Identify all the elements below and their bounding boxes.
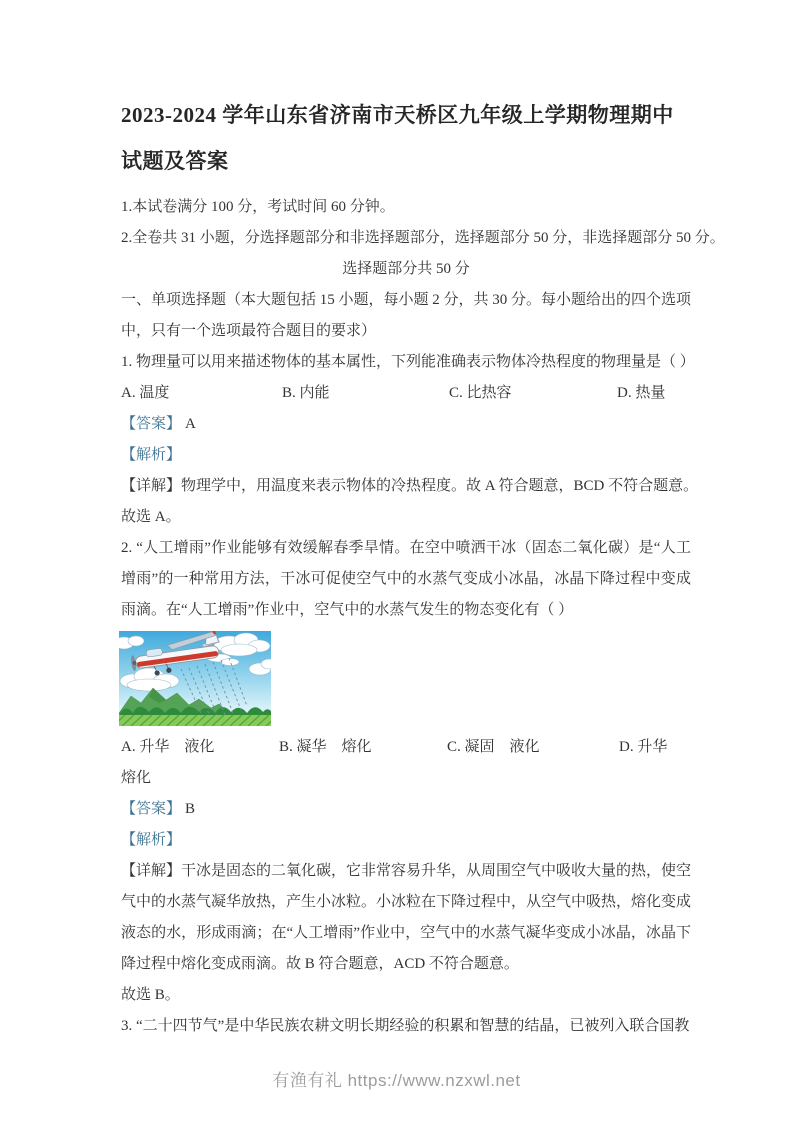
- page-title-line2: 试题及答案: [121, 149, 229, 173]
- q2-option-a: A. 升华 液化: [121, 739, 215, 755]
- analysis-label: 【解析】: [121, 832, 182, 848]
- cloud-seeding-svg: [119, 631, 271, 726]
- analysis-label: 【解析】: [121, 447, 182, 463]
- q1-answer-line: [121, 409, 691, 440]
- answer-label: 【答案】: [121, 416, 182, 432]
- exam-notice-2: 2.全卷共 31 小题，分选择题部分和非选择题部分，选择题部分 50 分，非选择题部分 50 分。: [121, 230, 725, 246]
- exam-notice-1: 1.本试卷满分 100 分，考试时间 60 分钟。: [121, 199, 395, 215]
- q2-conclusion: 故选 B。: [121, 987, 180, 1003]
- q2-analysis-line: [121, 825, 691, 856]
- question-1-stem: 1. 物理量可以用来描述物体的基本属性，下列能准确表示物体冷热程度的物理量是（ ）: [121, 354, 695, 370]
- question-1-options: [121, 378, 691, 409]
- q2-option-b: B. 凝华 熔化: [279, 739, 372, 755]
- document-page: [121, 92, 725, 1042]
- question-2-stem: 2. “人工增雨”作业能够有效缓解春季旱情。在空中喷洒干冰（固态二氧化碳）是“人工增雨”的一种常用方法，干冰可促使空气中的水蒸气变成小冰晶，冰晶下降过程中变成雨滴。在“人工增雨”作业中，空气中的水蒸气发生的物态变化有（ ）: [121, 540, 691, 618]
- q1-conclusion: 故选 A。: [121, 509, 181, 525]
- q1-option-a: A. 温度: [121, 385, 170, 401]
- q1-option-c: C. 比热容: [449, 385, 512, 401]
- q2-answer-value: B: [185, 801, 196, 817]
- q1-option-b: B. 内能: [282, 385, 330, 401]
- q2-option-c: C. 凝固 液化: [447, 739, 540, 755]
- section-header: 选择题部分共 50 分: [342, 261, 470, 277]
- question-3-stem-partial: 3. “二十四节气”是中华民族农耕文明长期经验的积累和智慧的结晶，已被列入联合国教: [121, 1018, 690, 1034]
- section-intro: 一、单项选择题（本大题包括 15 小题，每小题 2 分，共 30 分。每小题给出的四个选项中，只有一个选项最符合题目的要求）: [121, 292, 692, 339]
- q1-answer-value: A: [185, 416, 196, 432]
- question-2-options: [121, 732, 691, 763]
- q1-analysis-line: [121, 440, 691, 471]
- q1-detail: 【详解】物理学中，用温度来表示物体的冷热程度。故 A 符合题意，BCD 不符合题意。: [121, 478, 699, 494]
- answer-label: 【答案】: [121, 801, 182, 817]
- q2-answer-line: [121, 794, 691, 825]
- q2-detail: 【详解】干冰是固态的二氧化碳，它非常容易升华，从周围空气中吸收大量的热，使空气中的水蒸气凝华放热，产生小冰粒。小冰粒在下降过程中，从空气中吸热，熔化变成液态的水，形成雨滴；在“人工增雨”作业中，空气中的水蒸气凝华变成小冰晶，冰晶下降过程中熔化变成雨滴。故 B 符合题意，ACD 不符合题意。: [121, 863, 692, 972]
- page-title-line1: 2023-2024 学年山东省济南市天桥区九年级上学期物理期中: [121, 103, 674, 127]
- watermark-footer: 有渔有礼 https://www.nzxwl.net: [272, 1071, 521, 1090]
- q2-option-d: D. 升华: [619, 739, 668, 755]
- q2-option-d-wrap: 熔化: [121, 770, 152, 786]
- page-title: [121, 92, 691, 184]
- q1-option-d: D. 热量: [617, 385, 666, 401]
- cloud-seeding-illustration: [119, 631, 271, 726]
